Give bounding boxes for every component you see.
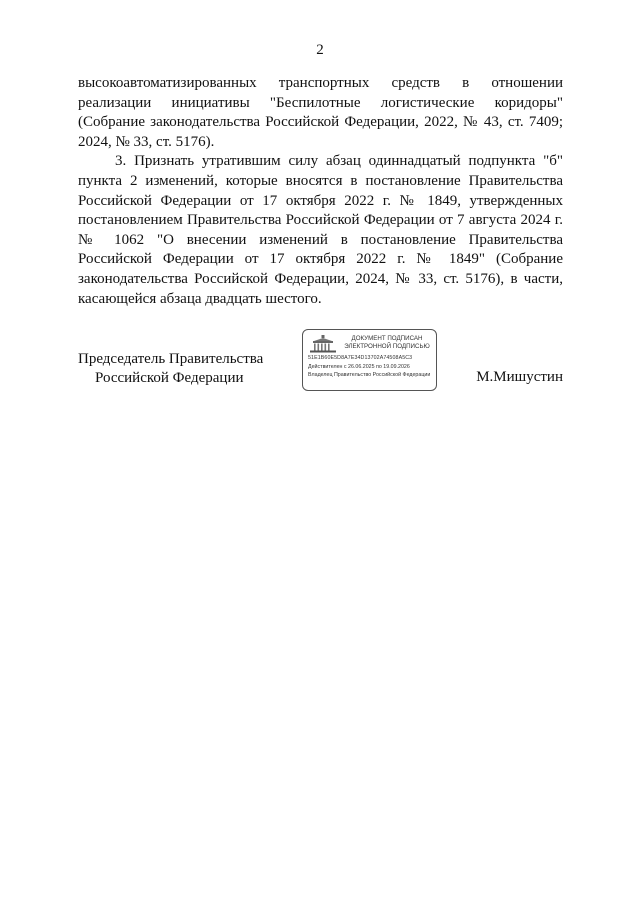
text-line: (Собрание законодательства Российской Федерации, 2022, № 43, ст. 7409; — [78, 114, 563, 131]
signer-position — [78, 350, 278, 388]
text-line: 2024, № 33, ст. 5176). — [78, 133, 215, 150]
stamp-heading — [341, 335, 433, 350]
signer-position-line2: Российской Федерации — [95, 370, 244, 386]
signer-name: М.Мишустин — [476, 369, 563, 385]
certificate-owner: Владелец Правительство Российской Федерации — [308, 372, 431, 378]
text-line: реализации инициативы "Беспилотные логистические коридоры" — [78, 94, 563, 111]
page-number: 2 — [316, 42, 324, 58]
document-body — [78, 74, 563, 309]
certificate-serial: 51E1B60E5D8A7E34D13702A74508A5C3 — [308, 355, 413, 361]
item-3-first-line: 3. Признать утратившим силу абзац одиннадцатый подпункта "б" — [115, 153, 563, 170]
signer-position-line1: Председатель Правительства — [78, 351, 264, 367]
stamp-heading-line2: ЭЛЕКТРОННОЙ ПОДПИСЬЮ — [344, 342, 430, 350]
stamp-heading-line1: ДОКУМЕНТ ПОДПИСАН — [351, 335, 423, 342]
text-line: высокоавтоматизированных транспортных средств в отношении — [78, 75, 563, 91]
text-line: № 1062 "О внесении изменений в постановление Правительства — [78, 231, 563, 248]
text-line: законодательства Российской Федерации, 2024, № 33, ст. 5176), в части, — [78, 270, 563, 287]
text-line: касающейся абзаца двадцать шестого. — [78, 290, 322, 307]
text-line: Российской Федерации от 17 октября 2022 г. № 1849" (Собрание — [78, 251, 563, 268]
certificate-validity: Действителен с 26.06.2025 по 19.09.2026 — [308, 364, 410, 370]
text-line: пункта 2 изменений, которые вносятся в постановление Правительства — [78, 172, 563, 189]
electronic-signature-stamp — [302, 329, 437, 391]
text-line: Российской Федерации от 17 октября 2022 г. № 1849, утвержденных — [78, 192, 563, 209]
government-building-icon — [308, 334, 338, 354]
text-line: постановлением Правительства Российской Федерации от 7 августа 2024 г. — [78, 212, 563, 229]
